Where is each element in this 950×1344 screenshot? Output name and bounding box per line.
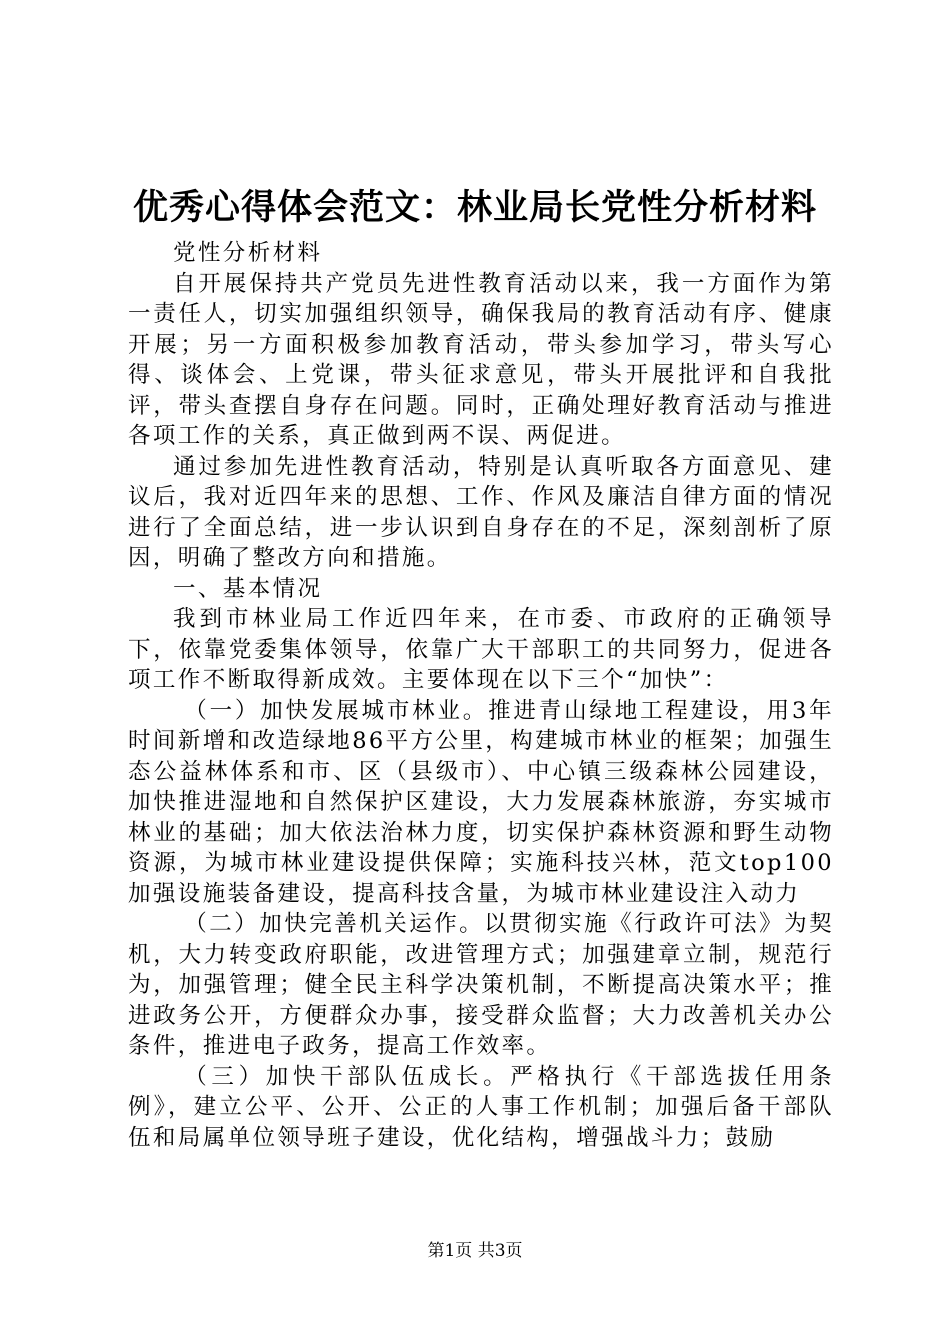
section-heading: 一、基本情况	[173, 575, 323, 602]
list-item: （二）加快完善机关运作。以贯彻实施《行政许可法》为契机，大力转变政府职能，改进管理方式；加强建章立制，规范行为，加强管理；健全民主科学决策机制，不断提高决策水平；推进政务公开，方便群众办事，接受群众监督；大力改善机关办公条件，推进电子政务，提高工作效率。	[128, 911, 834, 1059]
body-paragraph: 自开展保持共产党员先进性教育活动以来，我一方面作为第一责任人，切实加强组织领导，确保我局的教育活动有序、健康开展；另一方面积极参加教育活动，带头参加学习，带头写心得、谈体会、上党课，带头征求意见，带头开展批评和自我批评，带头查摆自身存在问题。同时，正确处理好教育活动与推进各项工作的关系，真正做到两不误、两促进。	[128, 270, 834, 449]
page-footer: 第1页 共3页	[427, 1241, 523, 1261]
list-item: （三）加快干部队伍成长。严格执行《干部选拔任用条例》，建立公平、公开、公正的人事工作机制；加强后备干部队伍和局属单位领导班子建设，优化结构，增强战斗力；鼓励	[128, 1063, 834, 1151]
list-item: （一）加快发展城市林业。推进青山绿地工程建设，用3年时间新增和改造绿地86平方公里，构建城市林业的框架；加强生态公益林体系和市、区（县级市）、中心镇三级森林公园建设，加快推进湿地和自然保护区建设，大力发展森林旅游，夯实城市林业的基础；加大依法治林力度，切实保护森林资源和野生动物资源，为城市林业建设提供保障；实施科技兴林，范文top100加强设施装备建设，提高科技含量，为城市林业建设注入动力	[128, 697, 834, 907]
document-body	[128, 238, 834, 1153]
body-paragraph: 通过参加先进性教育活动，特别是认真听取各方面意见、建议后，我对近四年来的思想、工作、作风及廉洁自律方面的情况进行了全面总结，进一步认识到自身存在的不足，深刻剖析了原因，明确了整改方向和措施。	[128, 453, 834, 571]
section-label: 党性分析材料	[173, 240, 323, 266]
document-title: 优秀心得体会范文：林业局长党性分析材料	[132, 187, 817, 228]
body-paragraph: 我到市林业局工作近四年来，在市委、市政府的正确领导下，依靠党委集体领导，依靠广大干部职工的共同努力，促进各项工作不断取得新成效。主要体现在以下三个“加快”：	[128, 606, 834, 693]
